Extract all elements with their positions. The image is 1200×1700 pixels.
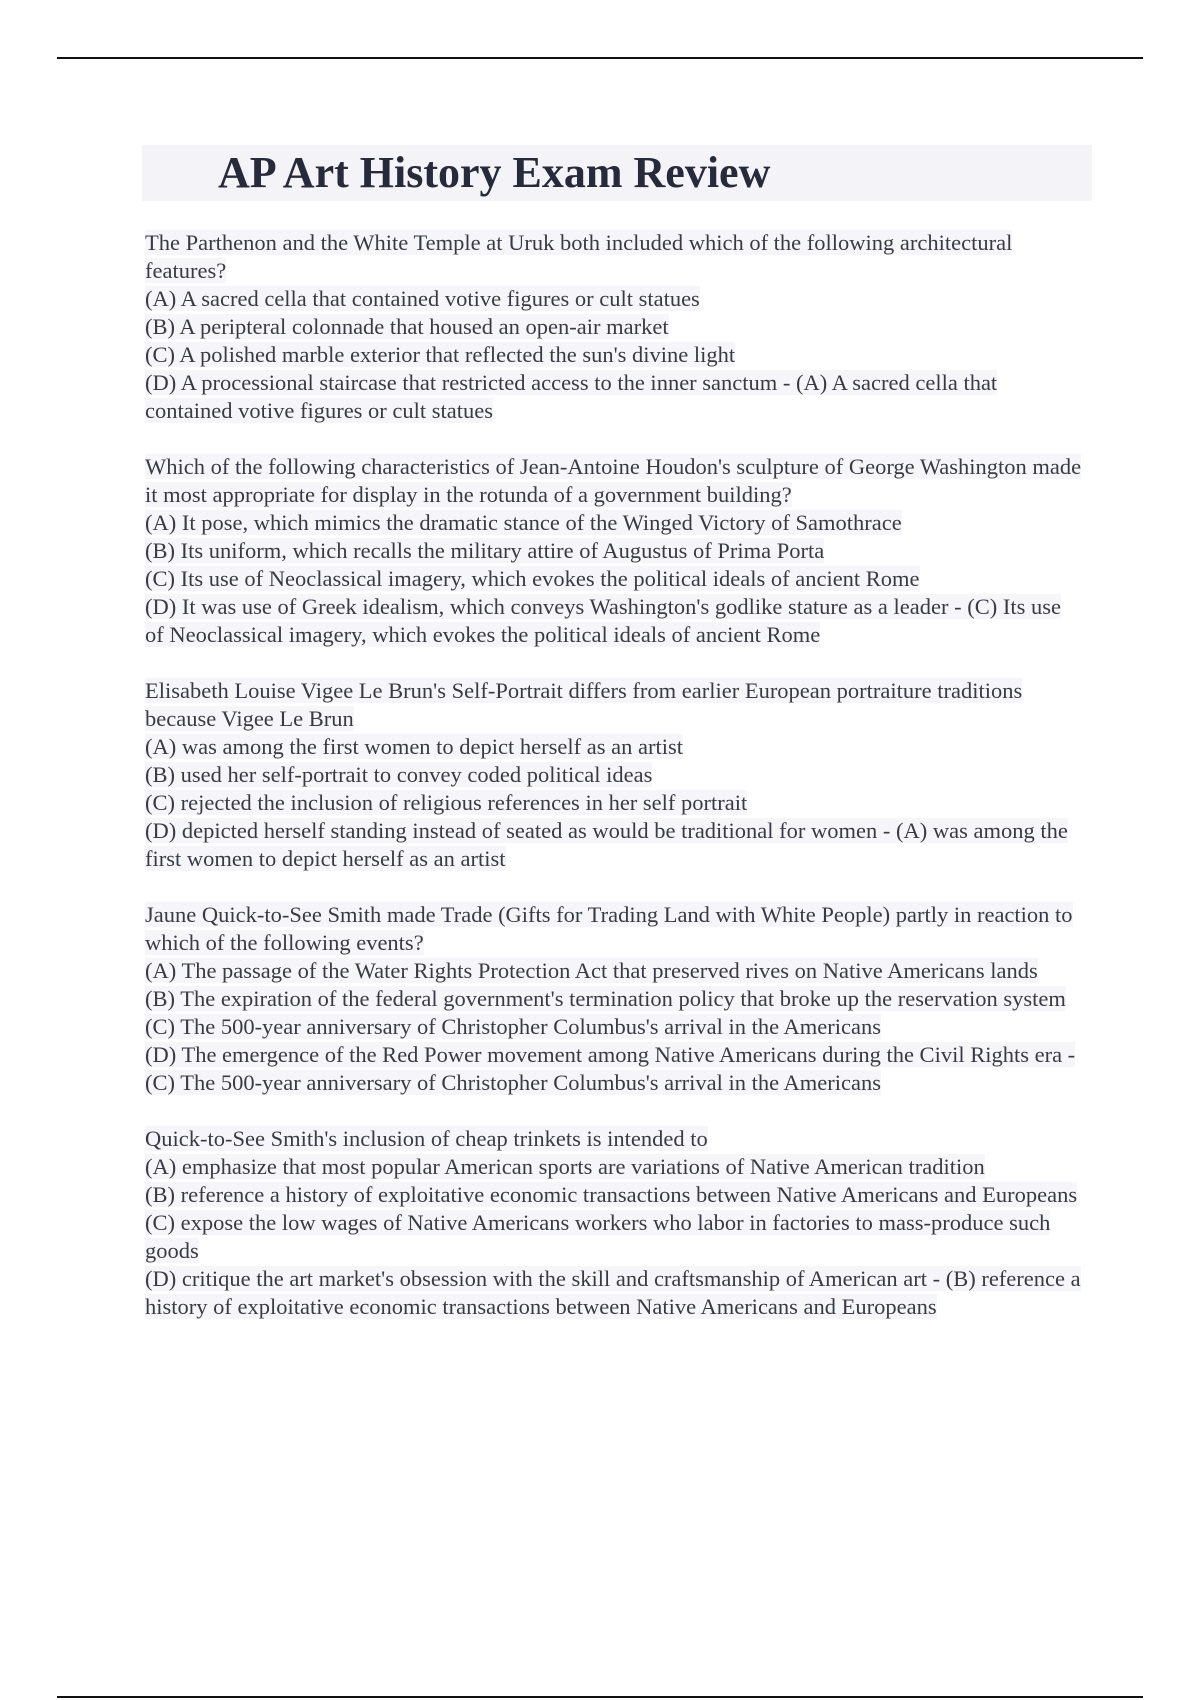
- top-rule: [57, 57, 1143, 59]
- option-b: (B) reference a history of exploitative economic transactions between Native Americans and Europeans: [145, 1182, 1078, 1207]
- question-block: [145, 901, 1085, 1097]
- option-a: (A) emphasize that most popular American sports are variations of Native American tradition: [145, 1154, 985, 1179]
- questions-list: [145, 229, 1085, 1349]
- option-c: (C) The 500-year anniversary of Christopher Columbus's arrival in the Americans: [145, 1014, 881, 1039]
- question-block: [145, 677, 1085, 873]
- option-d-with-answer: (D) A processional staircase that restricted access to the inner sanctum - (A) A sacred cella that contained votive figures or cult statues: [145, 370, 998, 423]
- option-a: (A) A sacred cella that contained votive figures or cult statues: [145, 286, 700, 311]
- question-text: The Parthenon and the White Temple at Uruk both included which of the following architectural features?: [145, 230, 1013, 283]
- option-c: (C) A polished marble exterior that reflected the sun's divine light: [145, 342, 736, 367]
- option-d-with-answer: (D) It was use of Greek idealism, which conveys Washington's godlike stature as a leader - (C) Its use of Neoclassical imagery, which evokes the political ideals of ancient Rome: [145, 594, 1061, 647]
- question-block: [145, 229, 1085, 425]
- question-text: Jaune Quick-to-See Smith made Trade (Gifts for Trading Land with White People) partly in reaction to which of the following events?: [145, 902, 1073, 955]
- question-block: [145, 1125, 1085, 1321]
- question-text: Quick-to-See Smith's inclusion of cheap trinkets is intended to: [145, 1126, 708, 1151]
- option-a: (A) was among the first women to depict herself as an artist: [145, 734, 683, 759]
- option-d-with-answer: (D) depicted herself standing instead of seated as would be traditional for women - (A) was among the first women to depict herself as an artist: [145, 818, 1068, 871]
- question-text: Elisabeth Louise Vigee Le Brun's Self-Portrait differs from earlier European portraiture traditions because Vigee Le Brun: [145, 678, 1023, 731]
- option-b: (B) Its uniform, which recalls the military attire of Augustus of Prima Porta: [145, 538, 825, 563]
- document-title: AP Art History Exam Review: [218, 148, 771, 197]
- option-a: (A) It pose, which mimics the dramatic stance of the Winged Victory of Samothrace: [145, 510, 902, 535]
- option-b: (B) used her self-portrait to convey coded political ideas: [145, 762, 653, 787]
- option-b: (B) The expiration of the federal government's termination policy that broke up the reservation system: [145, 986, 1066, 1011]
- question-block: [145, 453, 1085, 649]
- option-a: (A) The passage of the Water Rights Protection Act that preserved rives on Native Americans lands: [145, 958, 1038, 983]
- bottom-rule: [57, 1696, 1143, 1698]
- option-c: (C) Its use of Neoclassical imagery, which evokes the political ideals of ancient Rome: [145, 566, 920, 591]
- option-b: (B) A peripteral colonnade that housed an open-air market: [145, 314, 669, 339]
- option-c: (C) rejected the inclusion of religious references in her self portrait: [145, 790, 748, 815]
- option-d-with-answer: (D) critique the art market's obsession with the skill and craftsmanship of American art - (B) reference a history of exploitative economic transactions between Native Americans and Europeans: [145, 1266, 1081, 1319]
- question-text: Which of the following characteristics of Jean-Antoine Houdon's sculpture of George Washington made it most appropriate for display in the rotunda of a government building?: [145, 454, 1082, 507]
- option-d-with-answer: (D) The emergence of the Red Power movement among Native Americans during the Civil Rights era - (C) The 500-year anniversary of Christopher Columbus's arrival in the Americans: [145, 1042, 1076, 1095]
- option-c: (C) expose the low wages of Native Americans workers who labor in factories to mass-produce such goods: [145, 1210, 1051, 1263]
